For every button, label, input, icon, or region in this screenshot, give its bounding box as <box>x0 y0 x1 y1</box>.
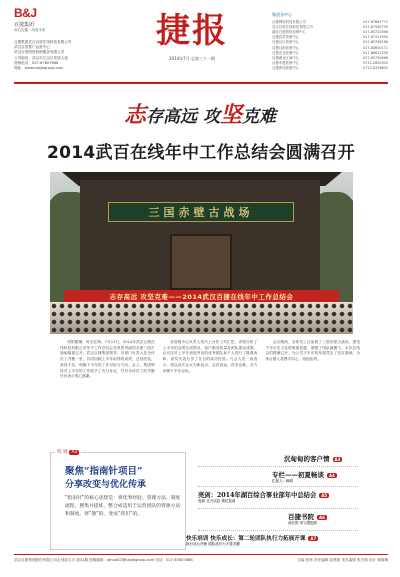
brand-logo <box>14 6 109 33</box>
page-badge: A3 <box>334 456 341 462</box>
contact-phone: 027-87585735 <box>363 25 388 30</box>
contact-name: 百捷网络科技有限公司 <box>272 20 306 24</box>
page-badge: A2 <box>71 450 78 455</box>
article-column <box>265 340 360 437</box>
contact-name: 湖北百度网络营销中心 <box>272 30 306 35</box>
contact-phone: 027-87312900 <box>363 35 388 40</box>
toc-divider <box>198 486 358 487</box>
logo-chinese-name: 百捷集团 <box>14 22 35 28</box>
issue-date: 2014年7月 总第三十一期 <box>169 56 215 61</box>
page-badge: A6 <box>319 514 325 520</box>
contact-phone: 027-85720566 <box>363 30 388 35</box>
contact-phone: 027-84600171 <box>363 45 388 50</box>
toc-title: 百捷书院 <box>288 513 314 521</box>
footer-credits: 总编 张炜 责任编辑 赵晨阳 美术编辑 张天明 设计 黄翔琳 <box>297 558 388 562</box>
toc-subtitle: 成长的 学习型组织 <box>288 521 318 525</box>
article-paragraph: 骄阳酷暑，时光荏苒。7月12日，2014年武汉百捷在线科技有限公司年中工作总结会在风景秀丽的赤壁三国古战场隆重召开。武汉百捷集团领导、各部门负责人及全体员工齐聚一堂，共同回顾上半年取得的成绩，总结经验，查找不足，明确下半年的工作目标与方向。会上，集团领导对上半年的工作给予了充分肯定，并对全体员工的辛勤付出表示衷心感谢。 <box>60 340 155 379</box>
contact-name: 百捷武昌营销中心 <box>272 35 300 40</box>
photo-plaque: 三国赤壁古战场 <box>108 202 294 222</box>
publisher-info <box>14 40 109 71</box>
contact-phone: 027-86611330 <box>363 50 388 55</box>
feature-summary: “指南针”的核心思想是：将优秀经验、管理方法、制度流程，搜集并提炼，整合成适用于运营团队的资源方法和制度。将“教”的，变成“我们”的。 <box>65 496 181 518</box>
toc-item[interactable] <box>186 534 358 547</box>
logo-tagline: 用心沟通 · 用奋未来 <box>14 28 46 32</box>
toc-divider <box>198 466 358 467</box>
publisher-line: 武汉百度推广运营中心 <box>14 45 50 50</box>
contact-list <box>272 20 388 71</box>
slogan-char: 坚 <box>219 102 242 128</box>
toc-title: 亮剑：2014年湖百综合事业部年中总结会 <box>198 492 317 499</box>
publisher-line: 网址：www.baijiegroup.com <box>14 66 64 71</box>
contact-phone: 0712-2850300 <box>363 60 388 65</box>
contact-name: 百捷光谷营销中心 <box>272 50 300 55</box>
slogan-char: 志 <box>124 102 147 128</box>
contact-name: 百捷黄冈营销中心 <box>272 65 300 70</box>
toc-title: 沉甸甸的客户情 <box>284 455 330 463</box>
contact-phone: 027-85730466 <box>363 55 388 60</box>
toc-title: 快乐培训 快乐成长：第二轮团队执行力拓展开课 <box>186 536 306 542</box>
contact-name: 百捷汉阳营销中心 <box>272 45 300 50</box>
lead-headline: 2014武百在线年中工作总结会圆满召开 <box>46 143 355 163</box>
contact-name: 百捷汉口营销中心 <box>272 40 300 45</box>
toc-item[interactable] <box>288 512 327 526</box>
contact-row <box>272 66 388 71</box>
masthead-title-box <box>122 8 262 64</box>
article-column <box>60 340 155 437</box>
toc-item[interactable] <box>272 470 337 484</box>
contact-name: 武汉百度在线科技有限公司 <box>272 25 313 30</box>
article-paragraph: 各营销中心负责人依次上台作工作汇报，详细分析了上半年的业绩完成情况、客户服务质量及团队建设成果。会议还对上半年表现突出的优秀团队和个人进行了隆重表彰，获奖代表分享了各自的成功经验。与会人员一致表示，将以此次会议为新起点，志存高远，攻坚克难，全力冲刺下半年目标。 <box>162 340 258 373</box>
article-body <box>60 340 360 437</box>
toc-title: 专栏——初夏畅谈 <box>272 471 324 479</box>
article-paragraph: 会议期间，全体员工还参观了三国赤壁古战场，感受千年历史文化的厚重底蕴，增强了团队凝聚力。本次总结会的圆满召开，为公司下半年的发展奠定了坚实基础，全体百捷人将携手同心，再创佳绩。 <box>265 340 361 362</box>
toc-subtitle: 汇报人：杨明 <box>272 479 293 483</box>
toc-subtitle: 亮剑 全力以赴 勇往直前 <box>198 499 236 503</box>
publisher-line: 武汉百度网络营销服务有限公司 <box>14 50 65 55</box>
slogan-text: 存高远 攻 <box>146 107 220 127</box>
feature-tag <box>55 449 81 455</box>
feature-title: 聚焦“指南针项目” <box>65 466 143 477</box>
photo-crowd <box>50 302 353 334</box>
publisher-line: 公司地址：武汉市江汉区发展大道 <box>14 55 68 60</box>
photo-door <box>170 234 232 290</box>
toc-item[interactable] <box>284 454 342 463</box>
page-badge: A4 <box>329 472 335 478</box>
feature-tag-label: 特 别 <box>57 450 68 455</box>
page-badge: A5 <box>321 493 328 498</box>
footer-publisher: 武汉百捷集团股份有限公司企划部主办 第31期 投稿邮箱：qihua02@baijiegroup.com 电话：027-67807868 <box>14 558 193 562</box>
logo-mark: B&J <box>14 6 37 20</box>
masthead-divider <box>14 82 388 84</box>
page-badge: A7 <box>310 536 317 541</box>
footer-divider <box>14 554 388 555</box>
feature-box[interactable] <box>50 452 186 550</box>
paper-name: 捷报 <box>156 11 228 51</box>
toc-item[interactable] <box>198 490 329 504</box>
lead-slogan <box>0 98 400 129</box>
contact-name: 百捷湖北区域中心 <box>272 55 300 60</box>
publisher-line: 营销电话：027-67807868 <box>14 60 59 65</box>
contents-list <box>186 452 358 552</box>
photo-banner: 志存高远 攻坚克难——2014武汉百捷在线年中工作总结会 <box>64 290 339 302</box>
contact-phone: 027-85766166 <box>363 40 388 45</box>
group-photo <box>50 172 353 334</box>
publisher-line: 百捷集团武汉百度在线科技有限公司 <box>14 40 72 44</box>
toc-divider <box>198 508 358 509</box>
footer <box>14 558 388 563</box>
article-column <box>163 340 258 437</box>
toc-divider <box>198 530 358 531</box>
contact-name: 百捷孝感营销中心 <box>272 60 300 65</box>
contact-phone: 027-87687771 <box>363 20 388 24</box>
slogan-text: 克难 <box>241 107 276 127</box>
feature-subtitle: 分享改变与优化传承 <box>65 480 147 490</box>
contact-phone: 0713-8316601 <box>363 65 388 70</box>
toc-subtitle: 执行从心开始 团队执行力才是关键 <box>186 542 240 546</box>
contacts-heading: 集团各中心 <box>272 12 292 17</box>
